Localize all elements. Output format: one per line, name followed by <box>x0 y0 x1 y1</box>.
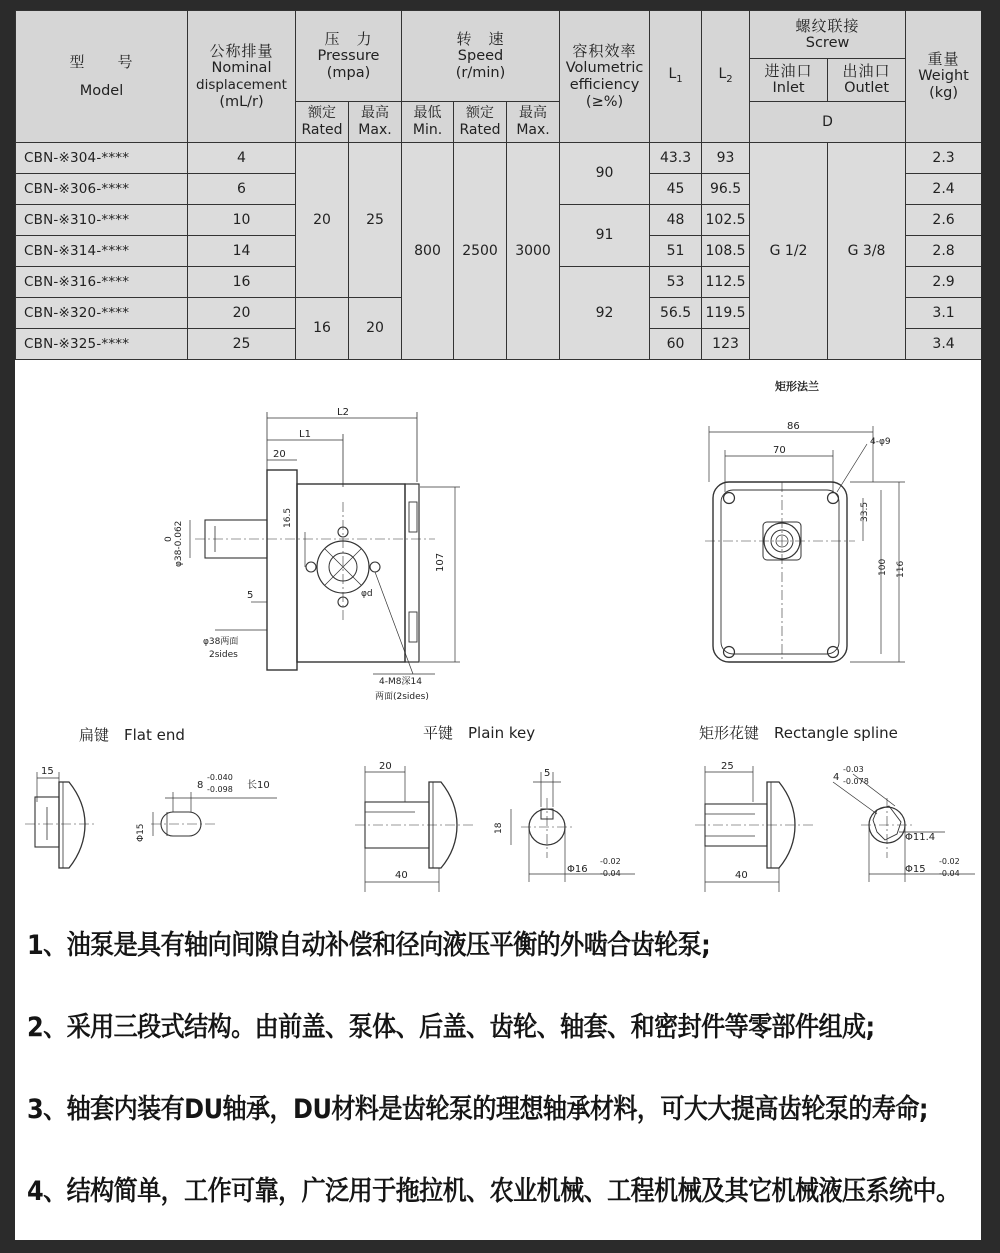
displacement-cell: 14 <box>188 236 296 267</box>
note-item: 3、轴套内装有DU轴承，DU材料是齿轮泵的理想轴承材料，可大大提高齿轮泵的寿命; <box>27 1094 928 1125</box>
spline-tol-bot: -0.078 <box>843 777 869 786</box>
outlet-cell: G 3/8 <box>828 143 906 360</box>
speed-rated-header <box>454 102 507 143</box>
model-header <box>16 11 188 143</box>
l1-cell: 48 <box>650 205 702 236</box>
displacement-cell: 16 <box>188 267 296 298</box>
dim-m8: 4-M8深14 <box>379 677 422 687</box>
inlet-header-en: Inlet <box>772 80 805 96</box>
speed-max-header <box>507 102 560 143</box>
flat-end-title: 扁键 Flat end <box>79 726 185 744</box>
weight-header-cn: 重量 <box>927 50 960 68</box>
displacement-cell: 4 <box>188 143 296 174</box>
flat-dim-long: 长10 <box>247 780 270 791</box>
displacement-cell: 6 <box>188 174 296 205</box>
speed-min-en: Min. <box>412 122 443 138</box>
pressure-rated-cn: 额定 <box>308 105 336 121</box>
displacement-header-cn: 公称排量 <box>209 41 274 60</box>
weight-cell: 2.9 <box>906 267 981 298</box>
pressure-max-cell: 25 <box>349 143 402 298</box>
dim-2sides: 2sides <box>209 650 238 660</box>
model-header-en: Model <box>79 82 124 99</box>
l1-header-sub: 1 <box>676 73 683 85</box>
model-cell: CBN-※306-**** <box>16 174 188 205</box>
l1-header <box>650 11 702 143</box>
plain-dim-20: 20 <box>379 761 392 772</box>
feature-notes <box>27 905 977 1233</box>
dim-107: 107 <box>435 552 446 572</box>
dim-m8-sub: 两面(2sides) <box>375 692 429 702</box>
note-item: 2、采用三段式结构。由前盖、泵体、后盖、齿轮、轴套、和密封件等零部件组成; <box>27 1012 875 1043</box>
dim-shaft-dia: φ38-0.062 <box>174 520 184 567</box>
spline-tol2-top: -0.02 <box>939 857 960 866</box>
weight-cell: 2.4 <box>906 174 981 205</box>
model-cell: CBN-※320-**** <box>16 298 188 329</box>
l1-header-main: L <box>668 65 677 82</box>
l1-cell: 56.5 <box>650 298 702 329</box>
flat-dim-15: 15 <box>41 766 54 777</box>
inlet-header <box>750 59 828 102</box>
inlet-header-cn: 进油口 <box>764 62 813 80</box>
weight-cell: 2.8 <box>906 236 981 267</box>
spline-tol-top: -0.03 <box>843 765 864 774</box>
l2-header <box>702 11 750 143</box>
speed-rated-en: Rated <box>459 122 501 138</box>
displacement-header-en2: displacement <box>196 76 287 93</box>
l1-cell: 53 <box>650 267 702 298</box>
flat-tol-top: -0.040 <box>207 773 233 782</box>
pressure-max-cn: 最高 <box>361 105 389 121</box>
efficiency-cell: 92 <box>560 267 650 360</box>
displacement-cell: 20 <box>188 298 296 329</box>
dim-l2: L2 <box>337 407 349 418</box>
dim-116: 116 <box>896 560 906 578</box>
spline-dim-25: 25 <box>721 761 734 772</box>
spline-dim-40: 40 <box>735 870 748 881</box>
speed-max-cell: 3000 <box>507 143 560 360</box>
efficiency-header-en2: efficiency <box>569 76 640 93</box>
plain-tol-top: -0.02 <box>600 857 621 866</box>
efficiency-header-en1: Volumetric <box>565 59 644 76</box>
l2-cell: 108.5 <box>702 236 750 267</box>
dim-5: 5 <box>247 590 254 601</box>
speed-rated-cell: 2500 <box>454 143 507 360</box>
speed-header-cn: 转 速 <box>456 29 505 48</box>
l2-cell: 123 <box>702 329 750 360</box>
spec-table <box>15 10 981 360</box>
dim-phi38: φ38两面 <box>203 637 239 647</box>
model-cell: CBN-※304-**** <box>16 143 188 174</box>
efficiency-header <box>560 11 650 143</box>
speed-header-unit: (r/min) <box>455 64 506 81</box>
l1-cell: 45 <box>650 174 702 205</box>
dim-86: 86 <box>787 421 800 432</box>
speed-max-en: Max. <box>516 122 550 138</box>
screw-header-cn: 螺纹联接 <box>795 16 860 35</box>
l1-cell: 43.3 <box>650 143 702 174</box>
pressure-rated-cell: 20 <box>296 143 349 298</box>
technical-drawings <box>15 362 981 892</box>
weight-cell: 3.1 <box>906 298 981 329</box>
pressure-header-en: Pressure <box>317 47 380 64</box>
speed-header <box>402 11 560 102</box>
flange-title: 矩形法兰 <box>775 380 819 393</box>
outlet-header <box>828 59 906 102</box>
displacement-cell: 25 <box>188 329 296 360</box>
plain-dim-5: 5 <box>544 768 551 779</box>
rectangle-spline-shaft <box>695 724 975 892</box>
outlet-header-cn: 出油口 <box>842 62 891 80</box>
rectangular-flange-view <box>705 379 906 662</box>
pressure-header <box>296 11 402 102</box>
dim-100: 100 <box>878 558 888 576</box>
l2-cell: 119.5 <box>702 298 750 329</box>
l2-cell: 102.5 <box>702 205 750 236</box>
displacement-header-en1: Nominal <box>211 59 272 76</box>
model-cell: CBN-※325-**** <box>16 329 188 360</box>
spline-dim-phi11: Φ11.4 <box>905 832 936 843</box>
plain-key-title: 平键 Plain key <box>423 724 536 742</box>
dim-phi-d: φd <box>361 589 373 599</box>
speed-min-cell: 800 <box>402 143 454 360</box>
l2-header-sub: 2 <box>726 73 733 85</box>
pressure-max-cell: 20 <box>349 298 402 360</box>
weight-cell: 2.6 <box>906 205 981 236</box>
speed-max-cn: 最高 <box>519 105 548 121</box>
pump-front-view <box>164 407 460 702</box>
weight-header-unit: (kg) <box>929 85 959 101</box>
l2-cell: 93 <box>702 143 750 174</box>
efficiency-cell: 91 <box>560 205 650 267</box>
flat-dim-phi15: Φ15 <box>136 823 146 842</box>
screw-header <box>750 11 906 59</box>
plain-key-shaft <box>355 724 635 892</box>
spline-title: 矩形花键 Rectangle spline <box>699 724 898 742</box>
outlet-header-en: Outlet <box>844 80 890 96</box>
displacement-cell: 10 <box>188 205 296 236</box>
model-header-cn: 型 号 <box>69 52 134 71</box>
model-cell: CBN-※314-**** <box>16 236 188 267</box>
speed-header-en: Speed <box>457 47 504 64</box>
dim-l1: L1 <box>299 429 311 440</box>
pressure-rated-en: Rated <box>301 122 343 138</box>
model-cell: CBN-※316-**** <box>16 267 188 298</box>
pressure-max-en: Max. <box>358 122 392 138</box>
displacement-header-unit: (mL/r) <box>219 93 264 110</box>
displacement-header <box>188 11 296 143</box>
pressure-rated-header <box>296 102 349 143</box>
l2-header-main: L <box>718 65 727 82</box>
l1-cell: 60 <box>650 329 702 360</box>
flat-end-shaft <box>25 726 277 868</box>
weight-header-en: Weight <box>918 68 969 84</box>
pressure-header-cn: 压 力 <box>324 29 373 48</box>
weight-header <box>906 11 981 143</box>
spline-tol2-bot: -0.04 <box>939 869 960 878</box>
inlet-cell: G 1/2 <box>750 143 828 360</box>
dim-20: 20 <box>273 449 286 460</box>
weight-cell: 3.4 <box>906 329 981 360</box>
dim-4-phi9: 4-φ9 <box>870 437 891 447</box>
l2-cell: 96.5 <box>702 174 750 205</box>
flat-dim-8: 8 <box>197 780 204 791</box>
efficiency-header-unit: (≥%) <box>585 93 624 110</box>
thread-d-header: D <box>750 102 906 143</box>
speed-min-header <box>402 102 454 143</box>
dim-33-5: 33.5 <box>860 501 870 522</box>
speed-rated-cn: 额定 <box>466 105 495 121</box>
speed-min-cn: 最低 <box>413 105 442 121</box>
note-item: 1、油泵是具有轴向间隙自动补偿和径向液压平衡的外啮合齿轮泵; <box>27 930 711 961</box>
note-item: 4、结构简单，工作可靠，广泛用于拖拉机、农业机械、工程机械及其它机械液压系统中。 <box>27 1176 960 1207</box>
screw-header-en: Screw <box>805 34 850 51</box>
table-row <box>16 143 982 174</box>
plain-dim-40: 40 <box>395 870 408 881</box>
efficiency-header-cn: 容积效率 <box>572 41 637 60</box>
dim-70: 70 <box>773 445 786 456</box>
weight-cell: 2.3 <box>906 143 981 174</box>
spline-dim-phi15: Φ15 <box>905 864 926 875</box>
flat-tol-bot: -0.098 <box>207 785 233 794</box>
l1-cell: 51 <box>650 236 702 267</box>
model-cell: CBN-※310-**** <box>16 205 188 236</box>
efficiency-cell: 90 <box>560 143 650 205</box>
l2-cell: 112.5 <box>702 267 750 298</box>
spec-sheet <box>15 10 981 1240</box>
pressure-header-unit: (mpa) <box>326 64 371 81</box>
pressure-rated-cell: 16 <box>296 298 349 360</box>
spline-dim-4: 4 <box>833 772 840 783</box>
pressure-max-header <box>349 102 402 143</box>
dim-shaft-tol: 0 <box>164 536 174 542</box>
plain-tol-bot: -0.04 <box>600 869 621 878</box>
dim-16-5: 16.5 <box>283 507 293 528</box>
plain-dim-phi16: Φ16 <box>567 864 588 875</box>
plain-dim-18: 18 <box>494 822 504 834</box>
